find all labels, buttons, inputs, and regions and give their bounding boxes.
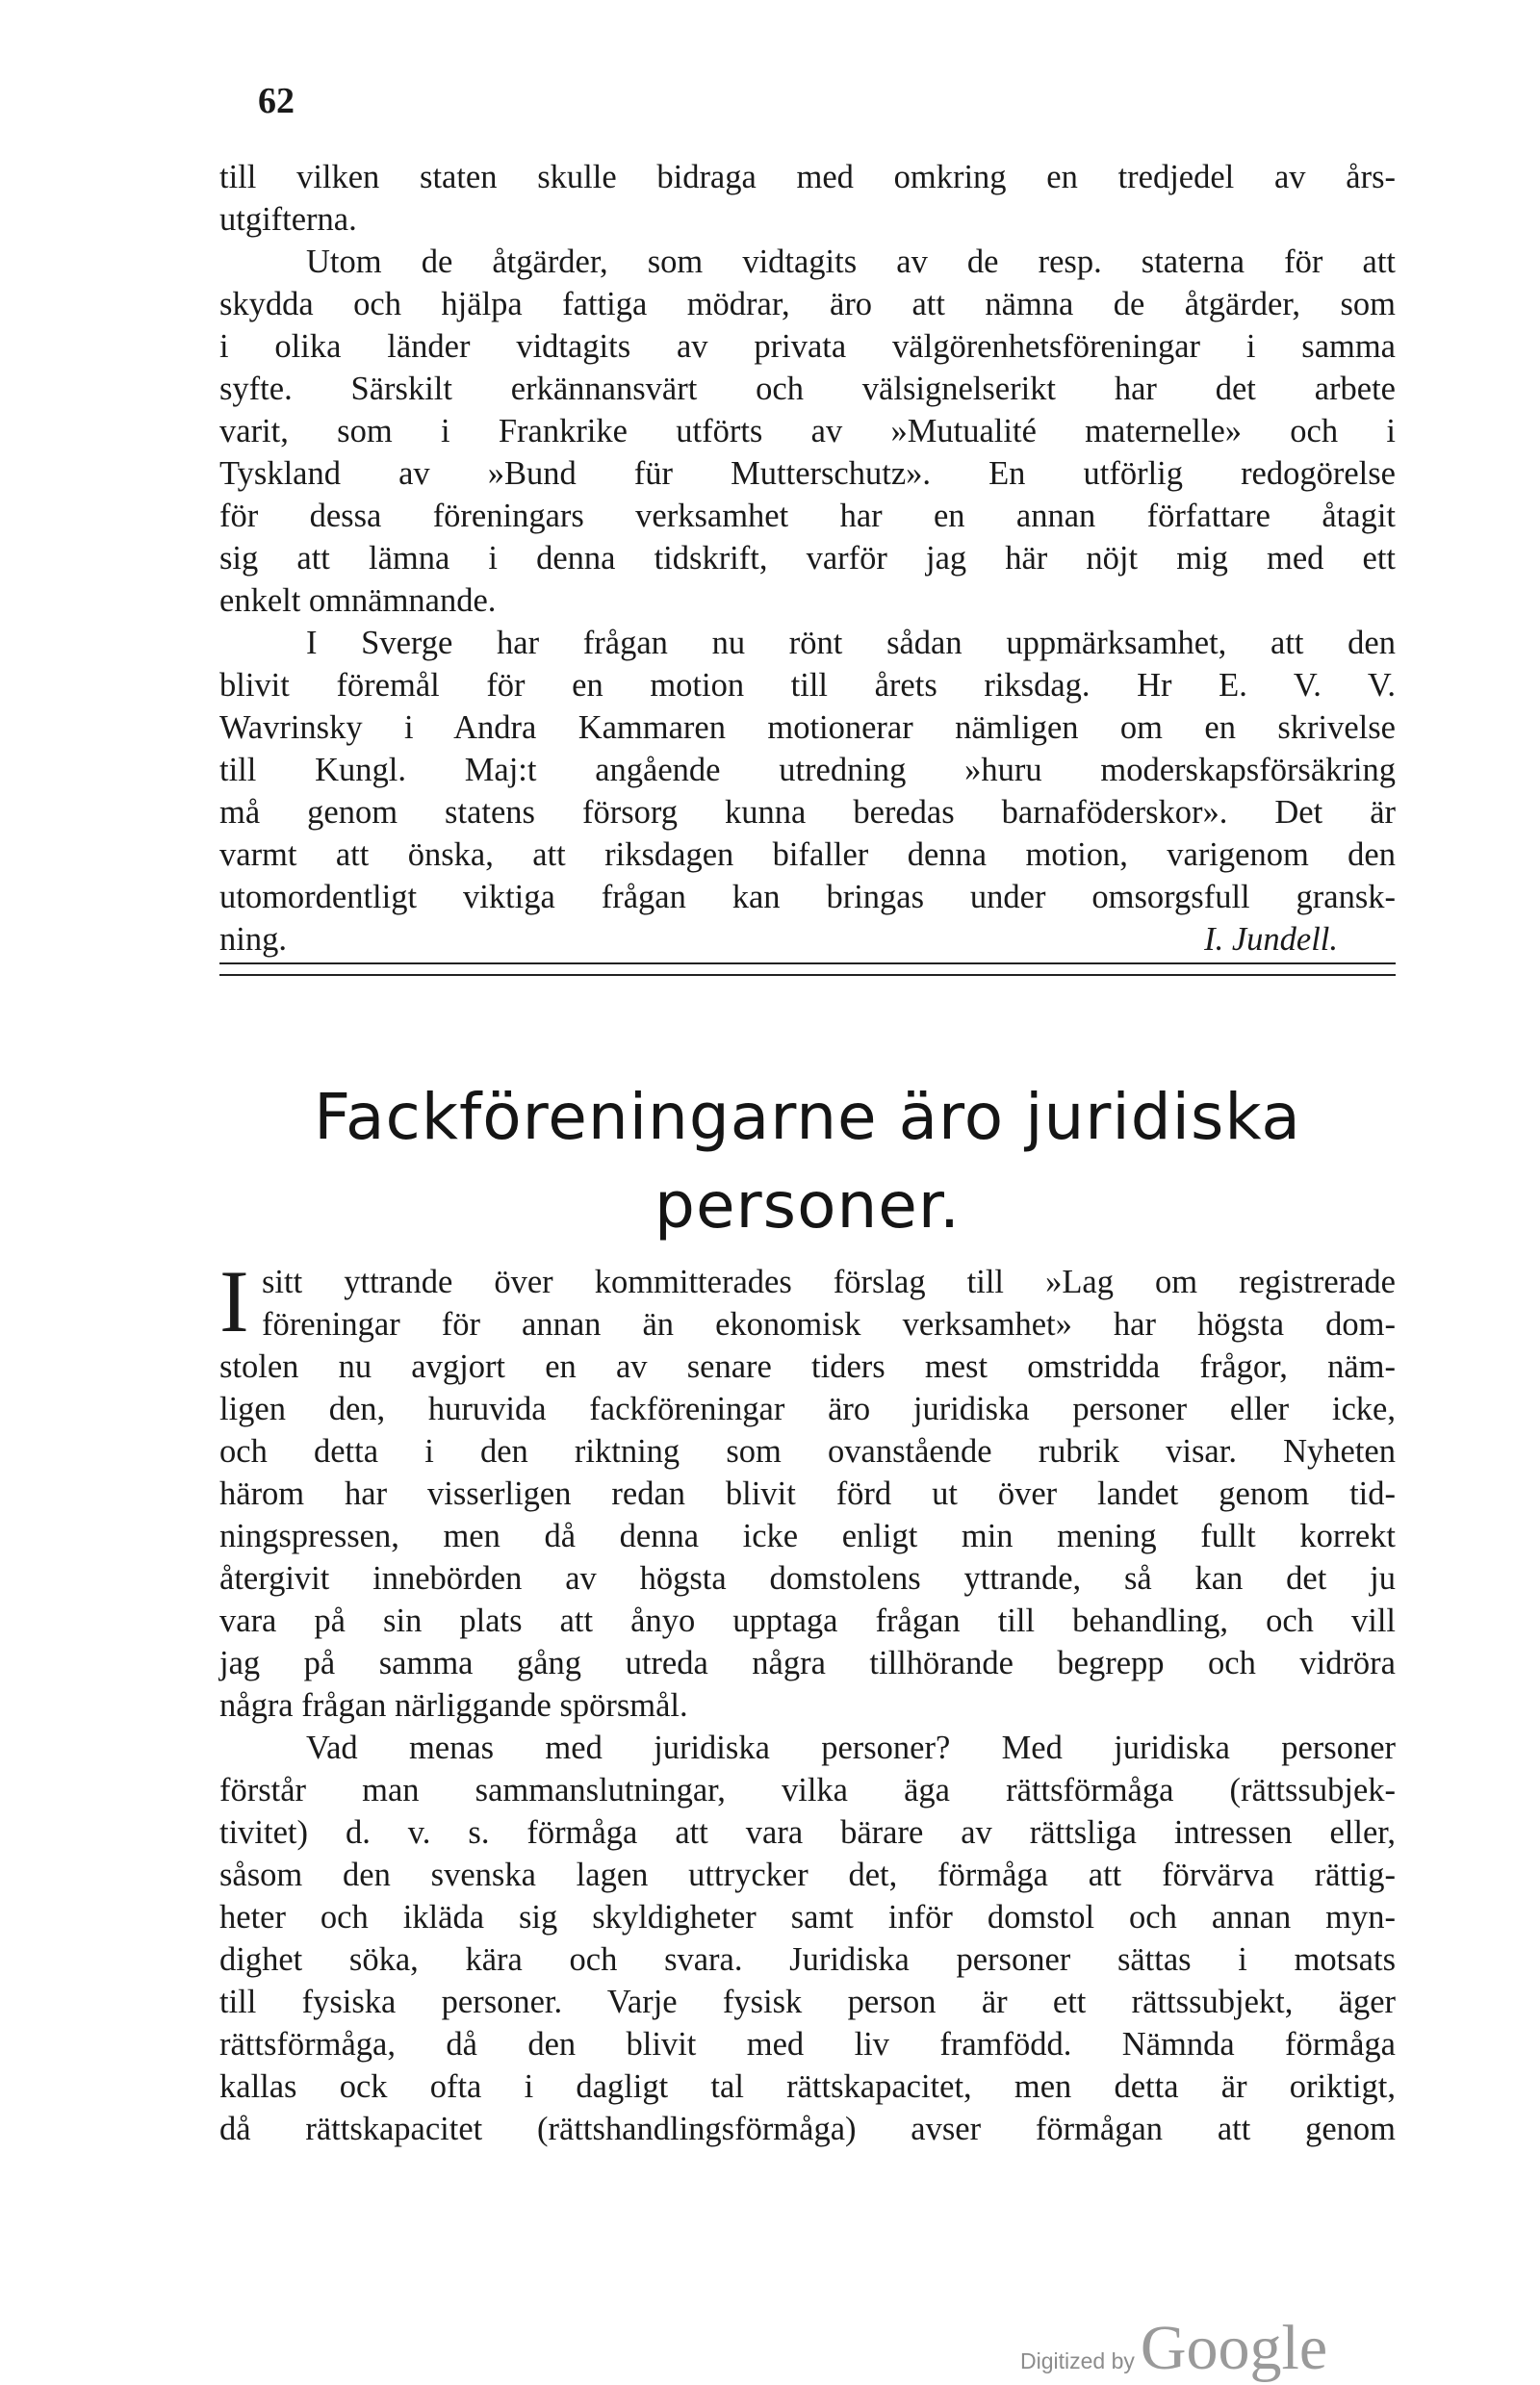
text-line: återgivit innebörden av högsta domstolens yttrande, så kan det ju [219, 1560, 1396, 1597]
text-line: till Kungl. Maj:t angående utredning »huru moderskapsförsäkring [219, 752, 1396, 788]
text-line: jag på samma gång utreda några tillhörande begrepp och vidröra [219, 1645, 1396, 1681]
text-line: Vad menas med juridiska personer? Med juridiska personer [306, 1730, 1396, 1766]
article-body [219, 1346, 1396, 2150]
text-line: varit, som i Frankrike utförts av »Mutualité maternelle» och i [219, 413, 1396, 449]
article-title [219, 1073, 1396, 1250]
text-line: och detta i den riktning som ovanstående rubrik visar. Nyheten [219, 1433, 1396, 1470]
text-line: härom har visserligen redan blivit förd ut över landet genom tid- [219, 1475, 1396, 1512]
text-line: i olika länder vidtagits av privata välgörenhetsföreningar i samma [219, 328, 1396, 365]
text-line: vara på sin plats att ånyo upptaga frågan till behandling, och vill [219, 1603, 1396, 1639]
text-line: dighet söka, kära och svara. Juridiska personer sättas i motsats [219, 1941, 1396, 1978]
text-line: syfte. Särskilt erkännansvärt och välsignelserikt har det arbete [219, 371, 1396, 407]
previous-article-text [219, 156, 1396, 961]
text-line: rättsförmåga, då den blivit med liv framfödd. Nämnda förmåga [219, 2026, 1396, 2063]
text-line: ningspressen, men då denna icke enligt min mening fullt korrekt [219, 1518, 1396, 1554]
text-line: tivitet) d. v. s. förmåga att vara bärare av rättsliga intressen eller, [219, 1814, 1396, 1851]
text-line: skydda och hjälpa fattiga mödrar, äro att nämna de åtgärder, som [219, 286, 1396, 322]
text-line: Utom de åtgärder, som vidtagits av de resp. staterna för att [306, 244, 1396, 280]
text-line: ligen den, huruvida fackföreningar äro juridiska personer eller icke, [219, 1391, 1396, 1427]
text-line: varmt att önska, att riksdagen bifaller denna motion, varigenom den [219, 836, 1396, 873]
page-number: 62 [258, 81, 295, 121]
text-line: blivit föremål för en motion till årets riksdag. Hr E. V. V. [219, 667, 1396, 704]
text-line: några frågan närliggande spörsmål. [219, 1687, 688, 1724]
text-line: sig att lämna i denna tidskrift, varför jag här nöjt mig med ett [219, 540, 1396, 577]
text-line: ning. [219, 921, 287, 958]
text-line: för dessa föreningars verksamhet har en annan författare åtagit [219, 498, 1396, 534]
text-line: kallas ock ofta i dagligt tal rättskapacitet, men detta är oriktigt, [219, 2068, 1396, 2105]
text-line: utgifterna. [219, 201, 357, 238]
text-line: enkelt omnämnande. [219, 582, 497, 619]
text-line: utomordentligt viktiga frågan kan bringas under omsorgsfull gransk- [219, 879, 1396, 915]
drop-cap: I [219, 1252, 249, 1350]
text-line: I Sverge har frågan nu rönt sådan uppmärksamhet, att den [306, 625, 1396, 661]
article-body-first-lines [262, 1261, 1396, 1346]
text-line: stolen nu avgjort en av senare tiders mest omstridda frågor, näm- [219, 1348, 1396, 1385]
text-line: Wavrinsky i Andra Kammaren motionerar nämligen om en skrivelse [219, 709, 1396, 746]
text-line: föreningar för annan än ekonomisk verksamhet» har högsta dom- [262, 1306, 1396, 1343]
text-line: till fysiska personer. Varje fysisk person är ett rättssubjekt, äger [219, 1984, 1396, 2020]
text-line: heter och ikläda sig skyldigheter samt inför domstol och annan myn- [219, 1899, 1396, 1936]
text-line: förstår man sammanslutningar, vilka äga rättsförmåga (rättssubjek- [219, 1772, 1396, 1808]
article-title-line: personer. [654, 1168, 961, 1243]
text-line: må genom statens försorg kunna beredas barnaföderskor». Det är [219, 794, 1396, 831]
text-line: Tyskland av »Bund für Mutterschutz». En utförlig redogörelse [219, 455, 1396, 492]
text-line: då rättskapacitet (rättshandlingsförmåga) avser förmågan att genom [219, 2111, 1396, 2147]
text-line: till vilken staten skulle bidraga med omkring en tredjedel av års- [219, 159, 1396, 195]
text-line: såsom den svenska lagen uttrycker det, förmåga att förvärva rättig- [219, 1857, 1396, 1893]
signature-line [219, 918, 1396, 961]
google-logo-text: Google [1140, 2313, 1328, 2383]
text-line: sitt yttrande över kommitterades förslag till »Lag om registrerade [262, 1264, 1396, 1300]
section-divider [219, 962, 1396, 976]
digitized-by-label: Digitized by [1020, 2348, 1135, 2373]
author-signature: I. Jundell. [1204, 921, 1338, 958]
digitized-by-google-watermark [1020, 2312, 1327, 2385]
article-title-line: Fackföreningarne äro juridiska [314, 1080, 1301, 1154]
